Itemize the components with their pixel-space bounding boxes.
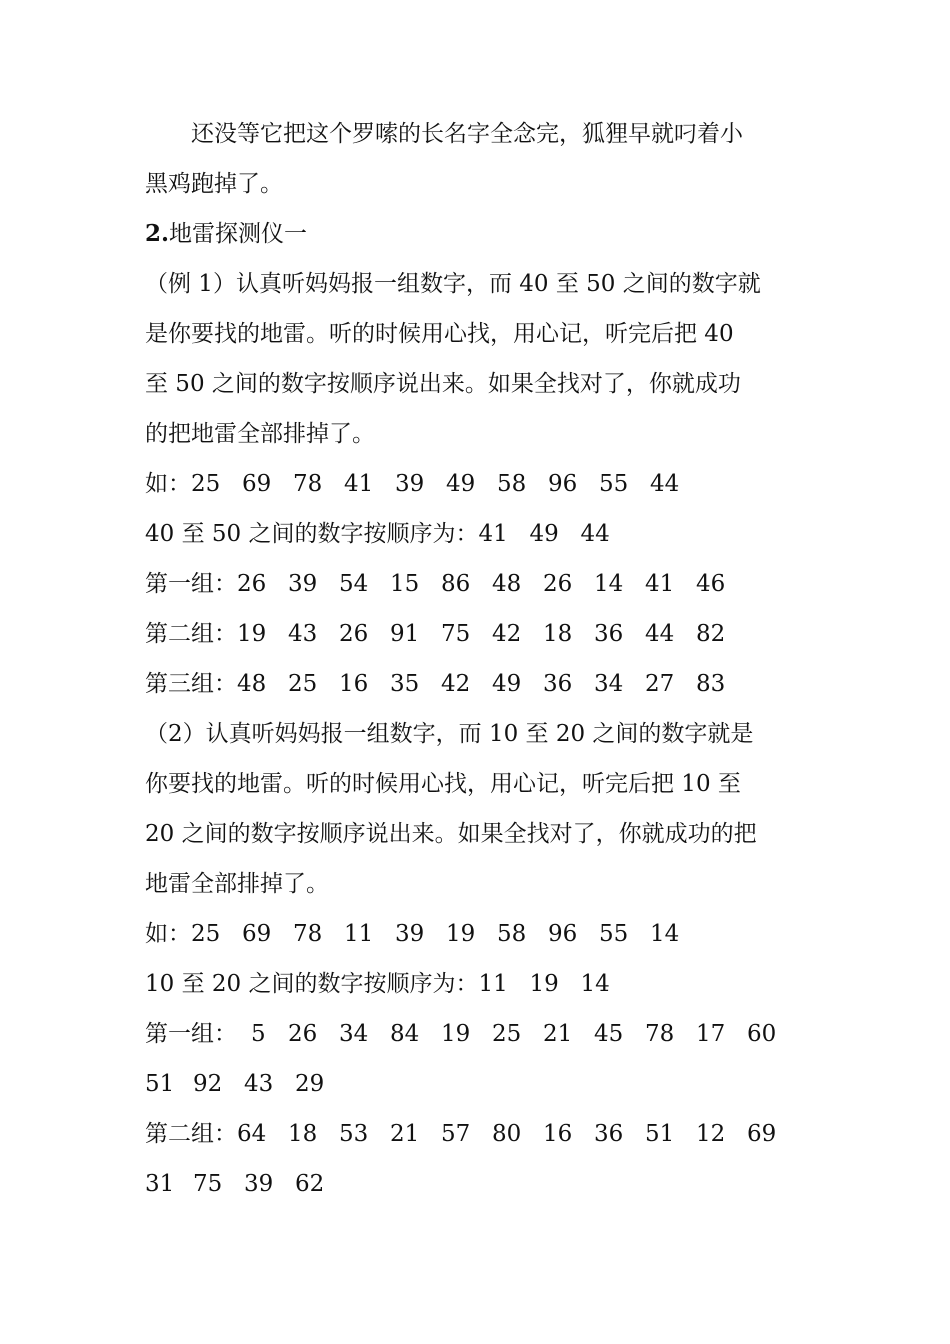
section-title: 地雷探测仪一 [169, 221, 308, 247]
number: 39 [244, 1171, 274, 1197]
number: 16 [339, 671, 369, 697]
number: 43 [244, 1071, 274, 1097]
number: 69 [242, 471, 272, 497]
number: 36 [543, 671, 573, 697]
group-label: 第二组： [145, 621, 237, 647]
instruction-line: 至 50 之间的数字按顺序说出来。如果全找对了，你就成功 [145, 371, 741, 397]
number: 15 [390, 571, 420, 597]
section-heading [145, 209, 815, 259]
number: 48 [492, 571, 522, 597]
number: 29 [295, 1071, 325, 1097]
number: 60 [747, 1021, 777, 1047]
number: 18 [288, 1121, 318, 1147]
number: 42 [492, 621, 522, 647]
sample-label: 如： [145, 471, 191, 497]
number: 57 [441, 1121, 471, 1147]
number: 34 [339, 1021, 369, 1047]
answer-label: 40 至 50 之间的数字按顺序为： [145, 521, 479, 547]
number: 58 [497, 471, 527, 497]
number: 43 [288, 621, 318, 647]
number: 12 [696, 1121, 726, 1147]
number: 78 [645, 1021, 675, 1047]
number: 48 [237, 671, 267, 697]
number: 25 [191, 921, 221, 947]
number: 19 [237, 621, 267, 647]
number: 44 [645, 621, 675, 647]
paragraph-line: 还没等它把这个罗嗦的长名字全念完，狐狸早就叼着小 [191, 121, 743, 147]
number: 41 [344, 471, 374, 497]
instruction-line: 的把地雷全部排掉了。 [145, 421, 375, 447]
number: 42 [441, 671, 471, 697]
number: 84 [390, 1021, 420, 1047]
sample-label: 如： [145, 921, 191, 947]
number: 35 [390, 671, 420, 697]
number: 39 [395, 921, 425, 947]
number: 19 [529, 971, 559, 997]
number: 5 [251, 1021, 266, 1047]
instruction-line: （例 1）认真听妈妈报一组数字，而 40 至 50 之间的数字就 [145, 271, 761, 297]
number: 25 [288, 671, 318, 697]
number: 18 [543, 621, 573, 647]
sample-row [145, 909, 815, 959]
number: 19 [446, 921, 476, 947]
number: 64 [237, 1121, 267, 1147]
number: 25 [191, 471, 221, 497]
number: 78 [293, 471, 323, 497]
number: 55 [599, 471, 629, 497]
number: 45 [594, 1021, 624, 1047]
group-row [145, 559, 815, 609]
number: 49 [529, 521, 559, 547]
number: 26 [339, 621, 369, 647]
number: 39 [288, 571, 318, 597]
number: 62 [295, 1171, 325, 1197]
group-row [145, 1109, 815, 1159]
answer-label: 10 至 20 之间的数字按顺序为： [145, 971, 479, 997]
group-row-continued [145, 1059, 815, 1109]
number: 26 [237, 571, 267, 597]
number: 49 [492, 671, 522, 697]
number: 58 [497, 921, 527, 947]
number: 53 [339, 1121, 369, 1147]
sample-row [145, 459, 815, 509]
number: 80 [492, 1121, 522, 1147]
number: 31 [145, 1171, 175, 1197]
instruction-line: （2）认真听妈妈报一组数字，而 10 至 20 之间的数字就是 [145, 721, 754, 747]
number: 26 [288, 1021, 318, 1047]
number: 41 [645, 571, 675, 597]
number: 14 [580, 971, 610, 997]
number: 78 [293, 921, 323, 947]
number: 36 [594, 1121, 624, 1147]
group-row [145, 1009, 815, 1059]
answer-row [145, 509, 815, 559]
number: 16 [543, 1121, 573, 1147]
number: 27 [645, 671, 675, 697]
group-row-continued [145, 1159, 815, 1209]
answer-row [145, 959, 815, 1009]
group-label: 第三组： [145, 671, 237, 697]
number: 19 [441, 1021, 471, 1047]
number: 51 [645, 1121, 675, 1147]
number: 21 [543, 1021, 573, 1047]
number: 34 [594, 671, 624, 697]
number: 69 [242, 921, 272, 947]
number: 75 [441, 621, 471, 647]
number: 44 [650, 471, 680, 497]
number: 86 [441, 571, 471, 597]
number: 96 [548, 471, 578, 497]
number: 49 [446, 471, 476, 497]
number: 69 [747, 1121, 777, 1147]
number: 17 [696, 1021, 726, 1047]
instruction-line: 是你要找的地雷。听的时候用心找，用心记，听完后把 40 [145, 321, 734, 347]
paragraph-line: 黑鸡跑掉了。 [145, 171, 283, 197]
number: 21 [390, 1121, 420, 1147]
number: 26 [543, 571, 573, 597]
group-row [145, 609, 815, 659]
number: 44 [580, 521, 610, 547]
instruction-line: 你要找的地雷。听的时候用心找，用心记，听完后把 10 至 [145, 771, 741, 797]
number: 55 [599, 921, 629, 947]
number: 41 [478, 521, 508, 547]
number: 91 [390, 621, 420, 647]
group-label: 第一组： [145, 1021, 237, 1047]
number: 92 [193, 1071, 223, 1097]
number: 82 [696, 621, 726, 647]
instruction-line: 20 之间的数字按顺序说出来。如果全找对了，你就成功的把 [145, 821, 757, 847]
number: 96 [548, 921, 578, 947]
group-label: 第二组： [145, 1121, 237, 1147]
section-number: 2. [145, 220, 170, 247]
number: 39 [395, 471, 425, 497]
number: 51 [145, 1071, 175, 1097]
number: 46 [696, 571, 726, 597]
number: 11 [478, 971, 508, 997]
number: 83 [696, 671, 726, 697]
instruction-line: 地雷全部排掉了。 [145, 871, 329, 897]
group-row [145, 659, 815, 709]
number: 25 [492, 1021, 522, 1047]
number: 14 [650, 921, 680, 947]
group-label: 第一组： [145, 571, 237, 597]
document-body [145, 109, 815, 1209]
number: 75 [193, 1171, 223, 1197]
number: 11 [344, 921, 374, 947]
number: 36 [594, 621, 624, 647]
number: 14 [594, 571, 624, 597]
number: 54 [339, 571, 369, 597]
